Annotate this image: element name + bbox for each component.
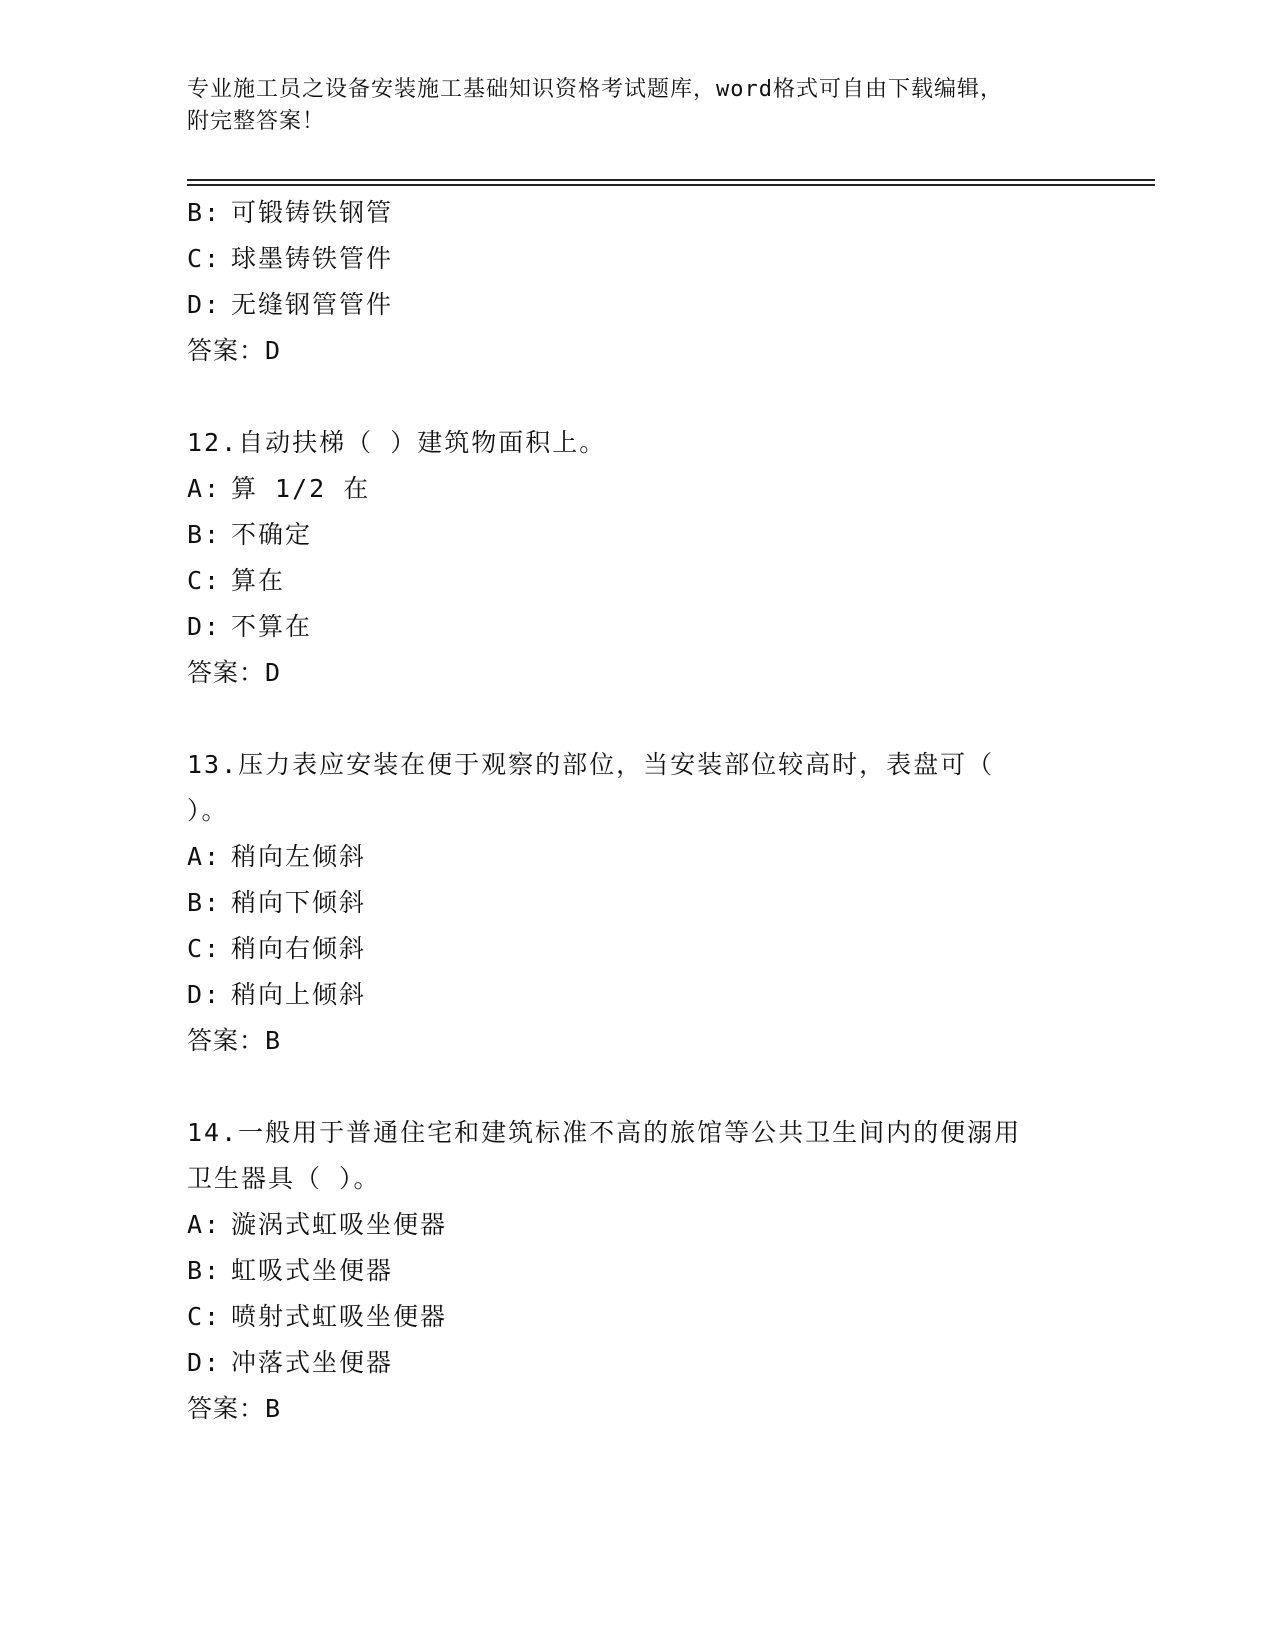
option-c (187, 926, 1147, 972)
option-label: C: (187, 566, 222, 595)
option-label: D: (187, 612, 222, 641)
option-a (187, 1202, 1147, 1248)
option-text: 稍向上倾斜 (231, 980, 367, 1009)
option-label: A: (187, 842, 222, 871)
question-13 (187, 742, 1147, 1064)
option-text: 算 1/2 在 (231, 474, 371, 503)
option-label: A: (187, 474, 222, 503)
option-b (187, 512, 1147, 558)
spacer (187, 1064, 1147, 1110)
question-stem-line-2: 卫生器具（ ）。 (187, 1164, 381, 1193)
option-text: 喷射式虹吸坐便器 (231, 1302, 448, 1331)
answer-line: 答案：D (187, 658, 282, 687)
option-text: 球墨铸铁管件 (231, 244, 394, 273)
answer-line: 答案：D (187, 336, 282, 365)
option-label: C: (187, 244, 222, 273)
spacer (187, 374, 1147, 420)
option-c (187, 236, 1147, 282)
option-d (187, 972, 1147, 1018)
option-label: D: (187, 290, 222, 319)
question-stem-line-2: ）。 (187, 796, 229, 825)
header-title-line-1: 专业施工员之设备安装施工基础知识资格考试题库，word格式可自由下载编辑， (187, 77, 1003, 102)
option-label: C: (187, 934, 222, 963)
option-text: 冲落式坐便器 (231, 1348, 394, 1377)
question-stem: 12.自动扶梯（ ）建筑物面积上。 (187, 428, 607, 457)
option-text: 算在 (231, 566, 286, 595)
option-c (187, 558, 1147, 604)
option-b (187, 1248, 1147, 1294)
option-text: 不确定 (231, 520, 313, 549)
option-text: 无缝钢管管件 (231, 290, 394, 319)
option-text: 漩涡式虹吸坐便器 (231, 1210, 448, 1239)
option-d (187, 1340, 1147, 1386)
option-label: B: (187, 888, 222, 917)
option-d (187, 282, 1147, 328)
option-d (187, 604, 1147, 650)
question-11 (187, 190, 1147, 374)
spacer (187, 696, 1147, 742)
option-text: 稍向右倾斜 (231, 934, 367, 963)
answer-line: 答案：B (187, 1394, 282, 1423)
header-divider-top (187, 179, 1155, 181)
option-a (187, 834, 1147, 880)
question-14 (187, 1110, 1147, 1432)
option-label: B: (187, 1256, 222, 1285)
option-text: 虹吸式坐便器 (231, 1256, 394, 1285)
option-b (187, 190, 1147, 236)
option-a (187, 466, 1147, 512)
header-divider-bottom (187, 184, 1155, 186)
question-list (187, 190, 1147, 1432)
option-label: B: (187, 520, 222, 549)
question-12 (187, 420, 1147, 696)
header-title-line-2: 附完整答案！ (187, 109, 326, 134)
option-c (187, 1294, 1147, 1340)
option-text: 不算在 (231, 612, 313, 641)
option-label: C: (187, 1302, 222, 1331)
option-label: B: (187, 198, 222, 227)
option-text: 稍向左倾斜 (231, 842, 367, 871)
option-label: D: (187, 1348, 222, 1377)
option-text: 稍向下倾斜 (231, 888, 367, 917)
question-stem-line-1: 13.压力表应安装在便于观察的部位，当安装部位较高时，表盘可（ (187, 750, 995, 779)
option-b (187, 880, 1147, 926)
option-label: A: (187, 1210, 222, 1239)
question-stem-line-1: 14.一般用于普通住宅和建筑标准不高的旅馆等公共卫生间内的便溺用 (187, 1118, 1022, 1147)
option-label: D: (187, 980, 222, 1009)
option-text: 可锻铸铁钢管 (231, 198, 394, 227)
document-header (187, 74, 1087, 138)
answer-line: 答案：B (187, 1026, 282, 1055)
